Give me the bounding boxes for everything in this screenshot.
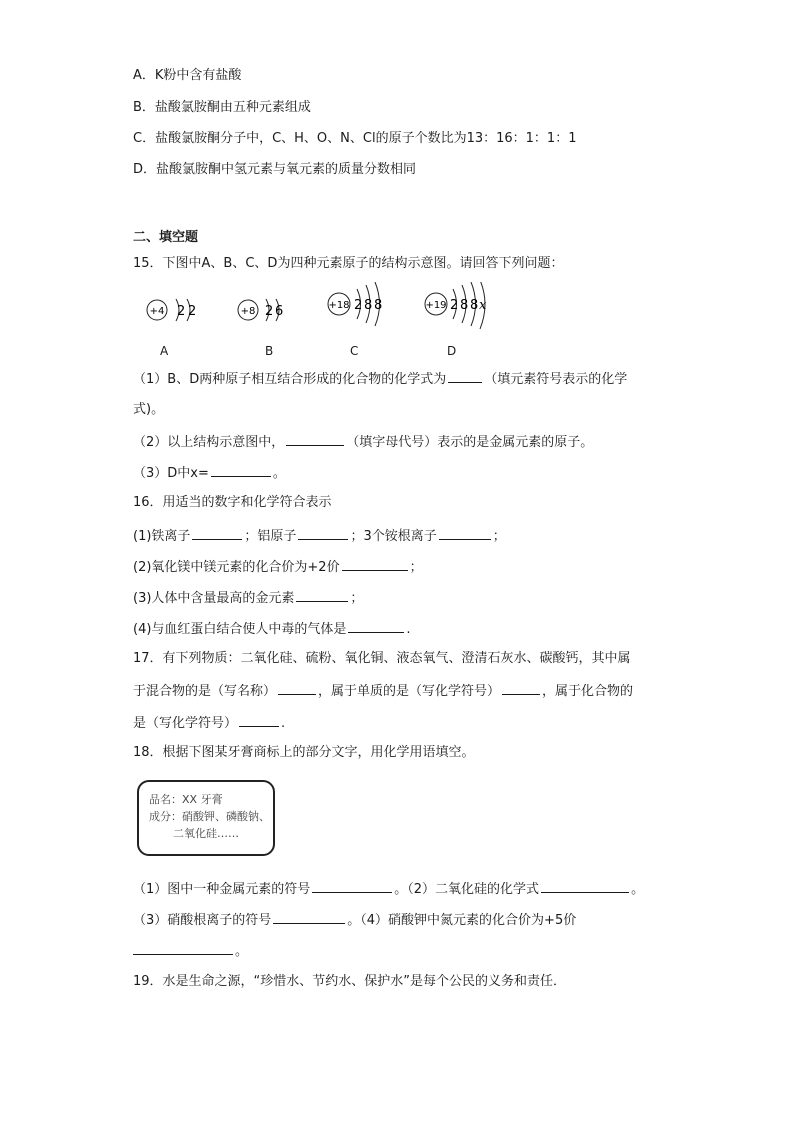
answer-blank[interactable] bbox=[278, 682, 316, 695]
toothpaste-ingredients-cont: 二氧化硅…… bbox=[173, 827, 239, 840]
svg-text:+4: +4 bbox=[149, 306, 165, 317]
option-a: A．K粉中含有盐酸 bbox=[133, 68, 242, 83]
answer-blank[interactable] bbox=[286, 433, 344, 446]
section-title: 二、填空题 bbox=[133, 230, 199, 245]
q15-part1-line2: 式)。 bbox=[133, 402, 165, 417]
q15-stem: 15．下图中A、B、C、D为四种元素原子的结构示意图。请回答下列问题： bbox=[133, 256, 564, 271]
q15-part1-line1: （1）B、D两种原子相互结合形成的化合物的化学式为 （填元素符号表示的化学 bbox=[133, 372, 628, 387]
option-d: D．盐酸氯胺酮中氢元素与氧元素的质量分数相同 bbox=[133, 162, 417, 177]
option-c: C．盐酸氯胺酮分子中，C、H、O、N、Cl的原子个数比为13：16：1：1：1 bbox=[133, 131, 577, 146]
answer-blank[interactable] bbox=[448, 370, 482, 383]
atom-a-diagram bbox=[147, 299, 196, 321]
q18-stem: 18．根据下图某牙膏商标上的部分文字，用化学用语填空。 bbox=[133, 745, 475, 760]
svg-text:8: 8 bbox=[470, 298, 479, 313]
atom-c-diagram bbox=[328, 282, 382, 326]
atom-label-b: B bbox=[265, 344, 274, 358]
q18-line3: 。 bbox=[133, 942, 248, 960]
q16-line2: (2)氧化镁中镁元素的化合价为+2价 ； bbox=[133, 560, 423, 575]
answer-blank[interactable] bbox=[296, 589, 348, 602]
svg-text:2: 2 bbox=[177, 304, 186, 319]
svg-text:+18: +18 bbox=[328, 300, 350, 311]
atom-b-diagram bbox=[238, 299, 283, 321]
atom-label-c: C bbox=[350, 344, 359, 358]
q17-line1: 17．有下列物质：二氧化硅、硫粉、氧化铜、液态氧气、澄清石灰水、碳酸钙，其中属 bbox=[133, 651, 631, 666]
q17-line2: 于混合物的是（写名称） ，属于单质的是（写化学符号） ，属于化合物的 bbox=[133, 684, 634, 699]
q16-line3: (3)人体中含量最高的金元素 ； bbox=[133, 591, 364, 606]
toothpaste-ingredients: 成分：硝酸钾、磷酸钠、 bbox=[149, 810, 270, 823]
atom-structure-diagrams bbox=[130, 282, 510, 338]
atom-label-d: D bbox=[447, 344, 457, 358]
svg-text:+19: +19 bbox=[425, 300, 447, 311]
svg-text:8: 8 bbox=[460, 298, 469, 313]
toothpaste-product-name: 品名：XX 牙膏 bbox=[149, 793, 223, 806]
answer-blank[interactable] bbox=[312, 880, 392, 893]
svg-text:2: 2 bbox=[450, 298, 459, 313]
svg-text:8: 8 bbox=[364, 298, 373, 313]
answer-blank[interactable] bbox=[298, 527, 348, 540]
q16-stem: 16．用适当的数字和化学符合表示 bbox=[133, 495, 332, 510]
svg-text:+8: +8 bbox=[240, 306, 256, 317]
answer-blank[interactable] bbox=[502, 682, 540, 695]
answer-blank[interactable] bbox=[239, 714, 279, 727]
answer-blank[interactable] bbox=[192, 527, 242, 540]
answer-blank[interactable] bbox=[342, 558, 408, 571]
q17-line3: 是（写化学符号） . bbox=[133, 716, 286, 731]
answer-blank[interactable] bbox=[439, 527, 491, 540]
q15-part2: （2）以上结构示意图中， （填字母代号）表示的是金属元素的原子。 bbox=[133, 435, 594, 450]
answer-blank[interactable] bbox=[541, 880, 629, 893]
answer-blank[interactable] bbox=[133, 942, 233, 955]
svg-text:8: 8 bbox=[374, 298, 383, 313]
svg-text:2: 2 bbox=[265, 304, 274, 319]
q16-line1: (1)铁离子 ；铝原子 ；3个铵根离子 ； bbox=[133, 529, 506, 544]
answer-blank[interactable] bbox=[211, 464, 271, 477]
atom-d-diagram bbox=[425, 282, 487, 329]
q16-line4: (4)与血红蛋白结合使人中毒的气体是 . bbox=[133, 622, 411, 637]
svg-text:2: 2 bbox=[354, 298, 363, 313]
toothpaste-label-box bbox=[137, 780, 275, 856]
svg-text:x: x bbox=[479, 298, 487, 313]
atom-label-a: A bbox=[160, 344, 169, 358]
svg-text:2: 2 bbox=[188, 304, 197, 319]
q15-part3: （3）D中x= 。 bbox=[133, 466, 286, 481]
svg-text:6: 6 bbox=[275, 304, 284, 319]
q18-line2: （3）硝酸根离子的符号 。（4）硝酸钾中氮元素的化合价为+5价 bbox=[133, 913, 577, 928]
q18-line1: （1）图中一种金属元素的符号 。（2）二氧化硅的化学式 。 bbox=[133, 882, 645, 897]
q19-stem: 19．水是生命之源，“珍惜水、节约水、保护水”是每个公民的义务和责任． bbox=[133, 974, 567, 989]
answer-blank[interactable] bbox=[273, 911, 345, 924]
answer-blank[interactable] bbox=[348, 620, 404, 633]
option-b: B．盐酸氯胺酮由五种元素组成 bbox=[133, 100, 311, 115]
